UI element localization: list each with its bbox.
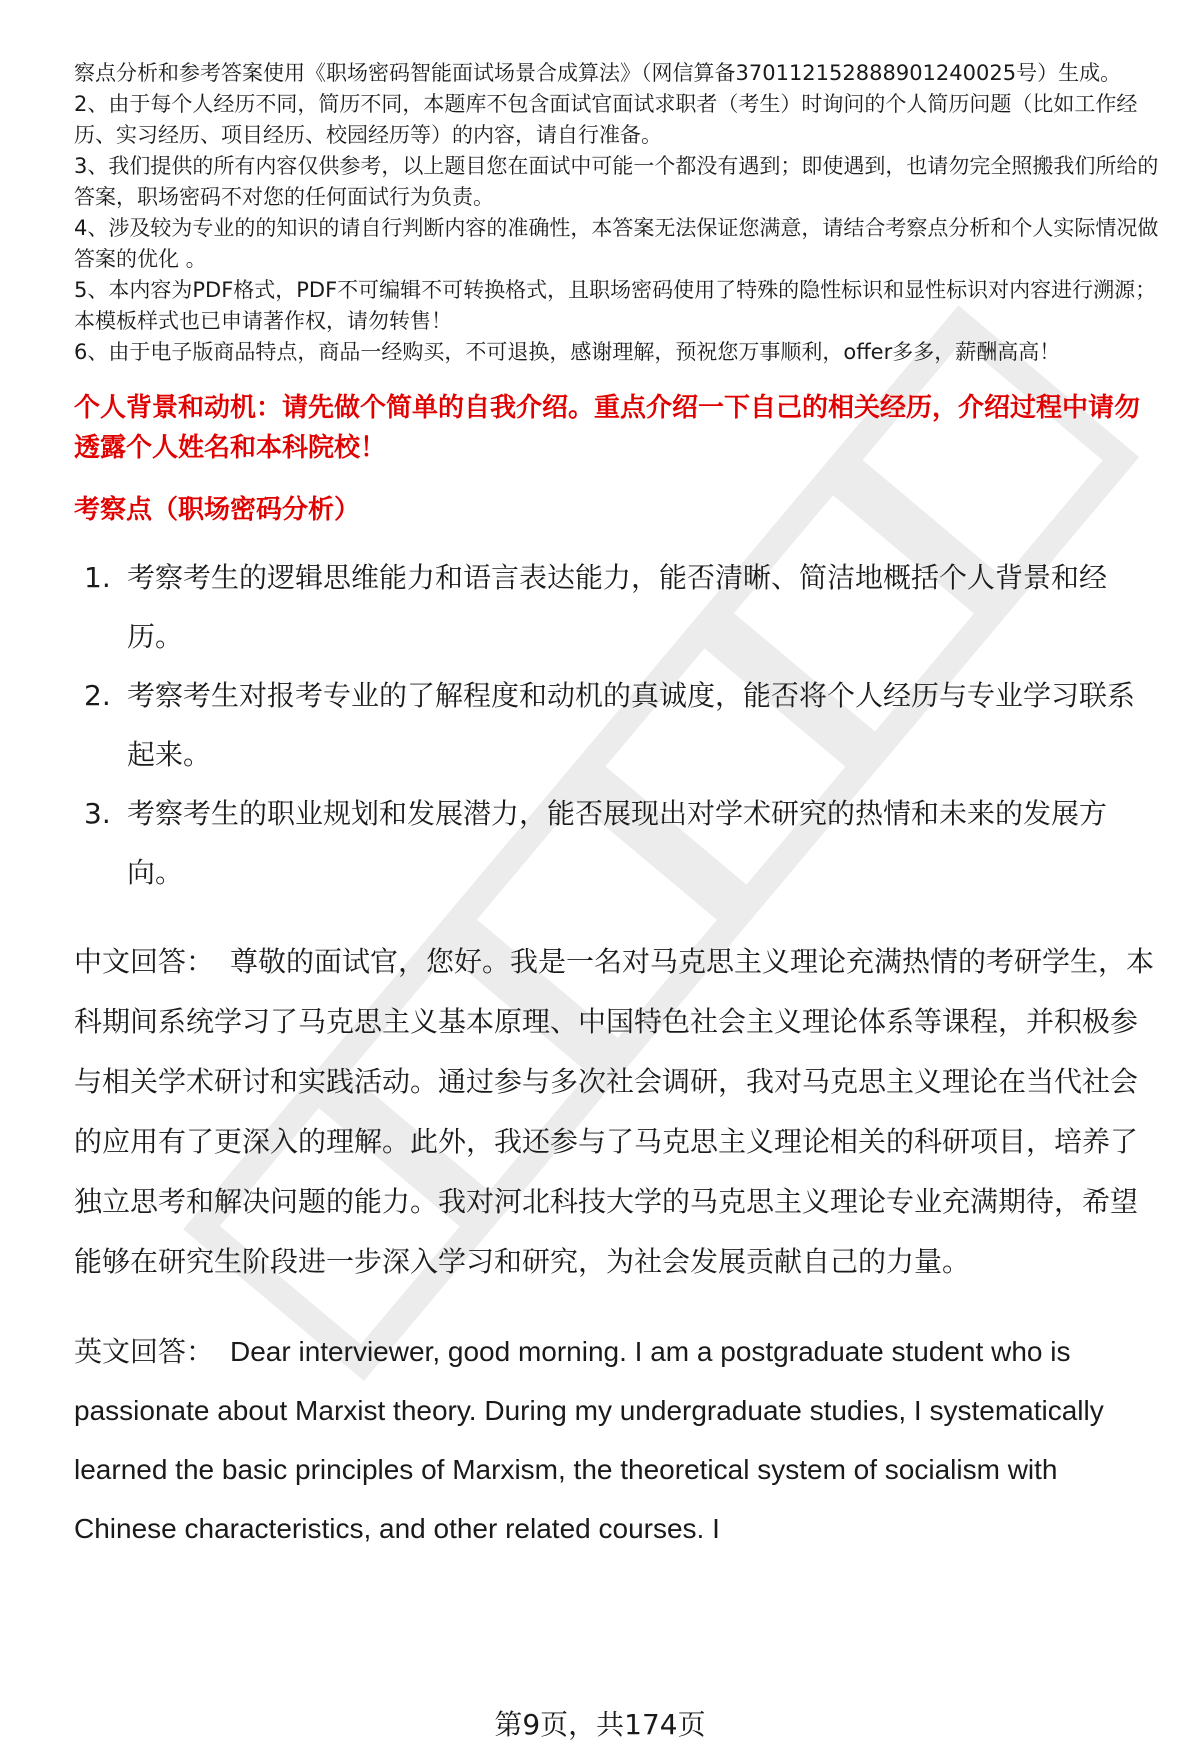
- english-answer: [74, 1322, 1164, 1558]
- disclaimer-notes: [74, 58, 1164, 368]
- list-item: [74, 548, 1164, 666]
- notice-line: 6、由于电子版商品特点，商品一经购买，不可退换，感谢理解，预祝您万事顺利，offer多多，薪酬高高！: [74, 340, 1061, 364]
- english-answer-text: Dear interviewer, good morning. I am a postgraduate student who is passionate about Marxist theory. During my undergraduate studies, I systematically learned the basic principles of Marxism, the theoretical system of socialism with Chinese characteristics, and other related courses. I: [74, 1336, 1104, 1544]
- notice-line: 4、涉及较为专业的的知识的请自行判断内容的准确性，本答案无法保证您满意，请结合考察点分析和个人实际情况做答案的优化 。: [74, 216, 1159, 271]
- list-number: 3.: [84, 797, 111, 830]
- list-text: 考察考生对报考专业的了解程度和动机的真诚度，能否将个人经历与专业学习联系起来。: [127, 679, 1136, 771]
- notice-line: 察点分析和参考答案使用《职场密码智能面试场景合成算法》（网信算备370112152888901240025号）生成。: [74, 61, 1122, 85]
- chinese-answer: [74, 932, 1164, 1292]
- list-number: 2.: [84, 679, 111, 712]
- chinese-answer-label: 中文回答：: [74, 945, 215, 978]
- list-item: [74, 666, 1164, 784]
- analysis-heading: 考察点（职场密码分析）: [74, 495, 361, 525]
- list-item: [74, 784, 1164, 902]
- document-page: [74, 58, 1164, 1558]
- notice-line: 2、由于每个人经历不同，简历不同，本题库不包含面试官面试求职者（考生）时询问的个人简历问题（比如工作经历、实习经历、项目经历、校园经历等）的内容，请自行准备。: [74, 92, 1138, 147]
- english-answer-label: 英文回答：: [74, 1335, 215, 1368]
- notice-line: 3、我们提供的所有内容仅供参考，以上题目您在面试中可能一个都没有遇到；即使遇到，也请勿完全照搬我们所给的答案，职场密码不对您的任何面试行为负责。: [74, 154, 1159, 209]
- assessment-points: [74, 548, 1164, 902]
- list-text: 考察考生的逻辑思维能力和语言表达能力，能否清晰、简洁地概括个人背景和经历。: [127, 561, 1108, 653]
- interview-question: 个人背景和动机：请先做个简单的自我介绍。重点介绍一下自己的相关经历，介绍过程中请勿透露个人姓名和本科院校！: [74, 393, 1141, 463]
- page-number: 第9页，共174页: [494, 1708, 706, 1741]
- list-number: 1.: [84, 561, 111, 594]
- list-text: 考察考生的职业规划和发展潜力，能否展现出对学术研究的热情和未来的发展方向。: [127, 797, 1108, 889]
- chinese-answer-text: 尊敬的面试官，您好。我是一名对马克思主义理论充满热情的考研学生，本科期间系统学习了马克思主义基本原理、中国特色社会主义理论体系等课程，并积极参与相关学术研讨和实践活动。通过参与多次社会调研，我对马克思主义理论在当代社会的应用有了更深入的理解。此外，我还参与了马克思主义理论相关的科研项目，培养了独立思考和解决问题的能力。我对河北科技大学的马克思主义理论专业充满期待，希望能够在研究生阶段进一步深入学习和研究，为社会发展贡献自己的力量。: [74, 945, 1155, 1278]
- notice-line: 5、本内容为PDF格式，PDF不可编辑不可转换格式，且职场密码使用了特殊的隐性标识和显性标识对内容进行溯源；本模板样式也已申请著作权，请勿转售！: [74, 278, 1157, 333]
